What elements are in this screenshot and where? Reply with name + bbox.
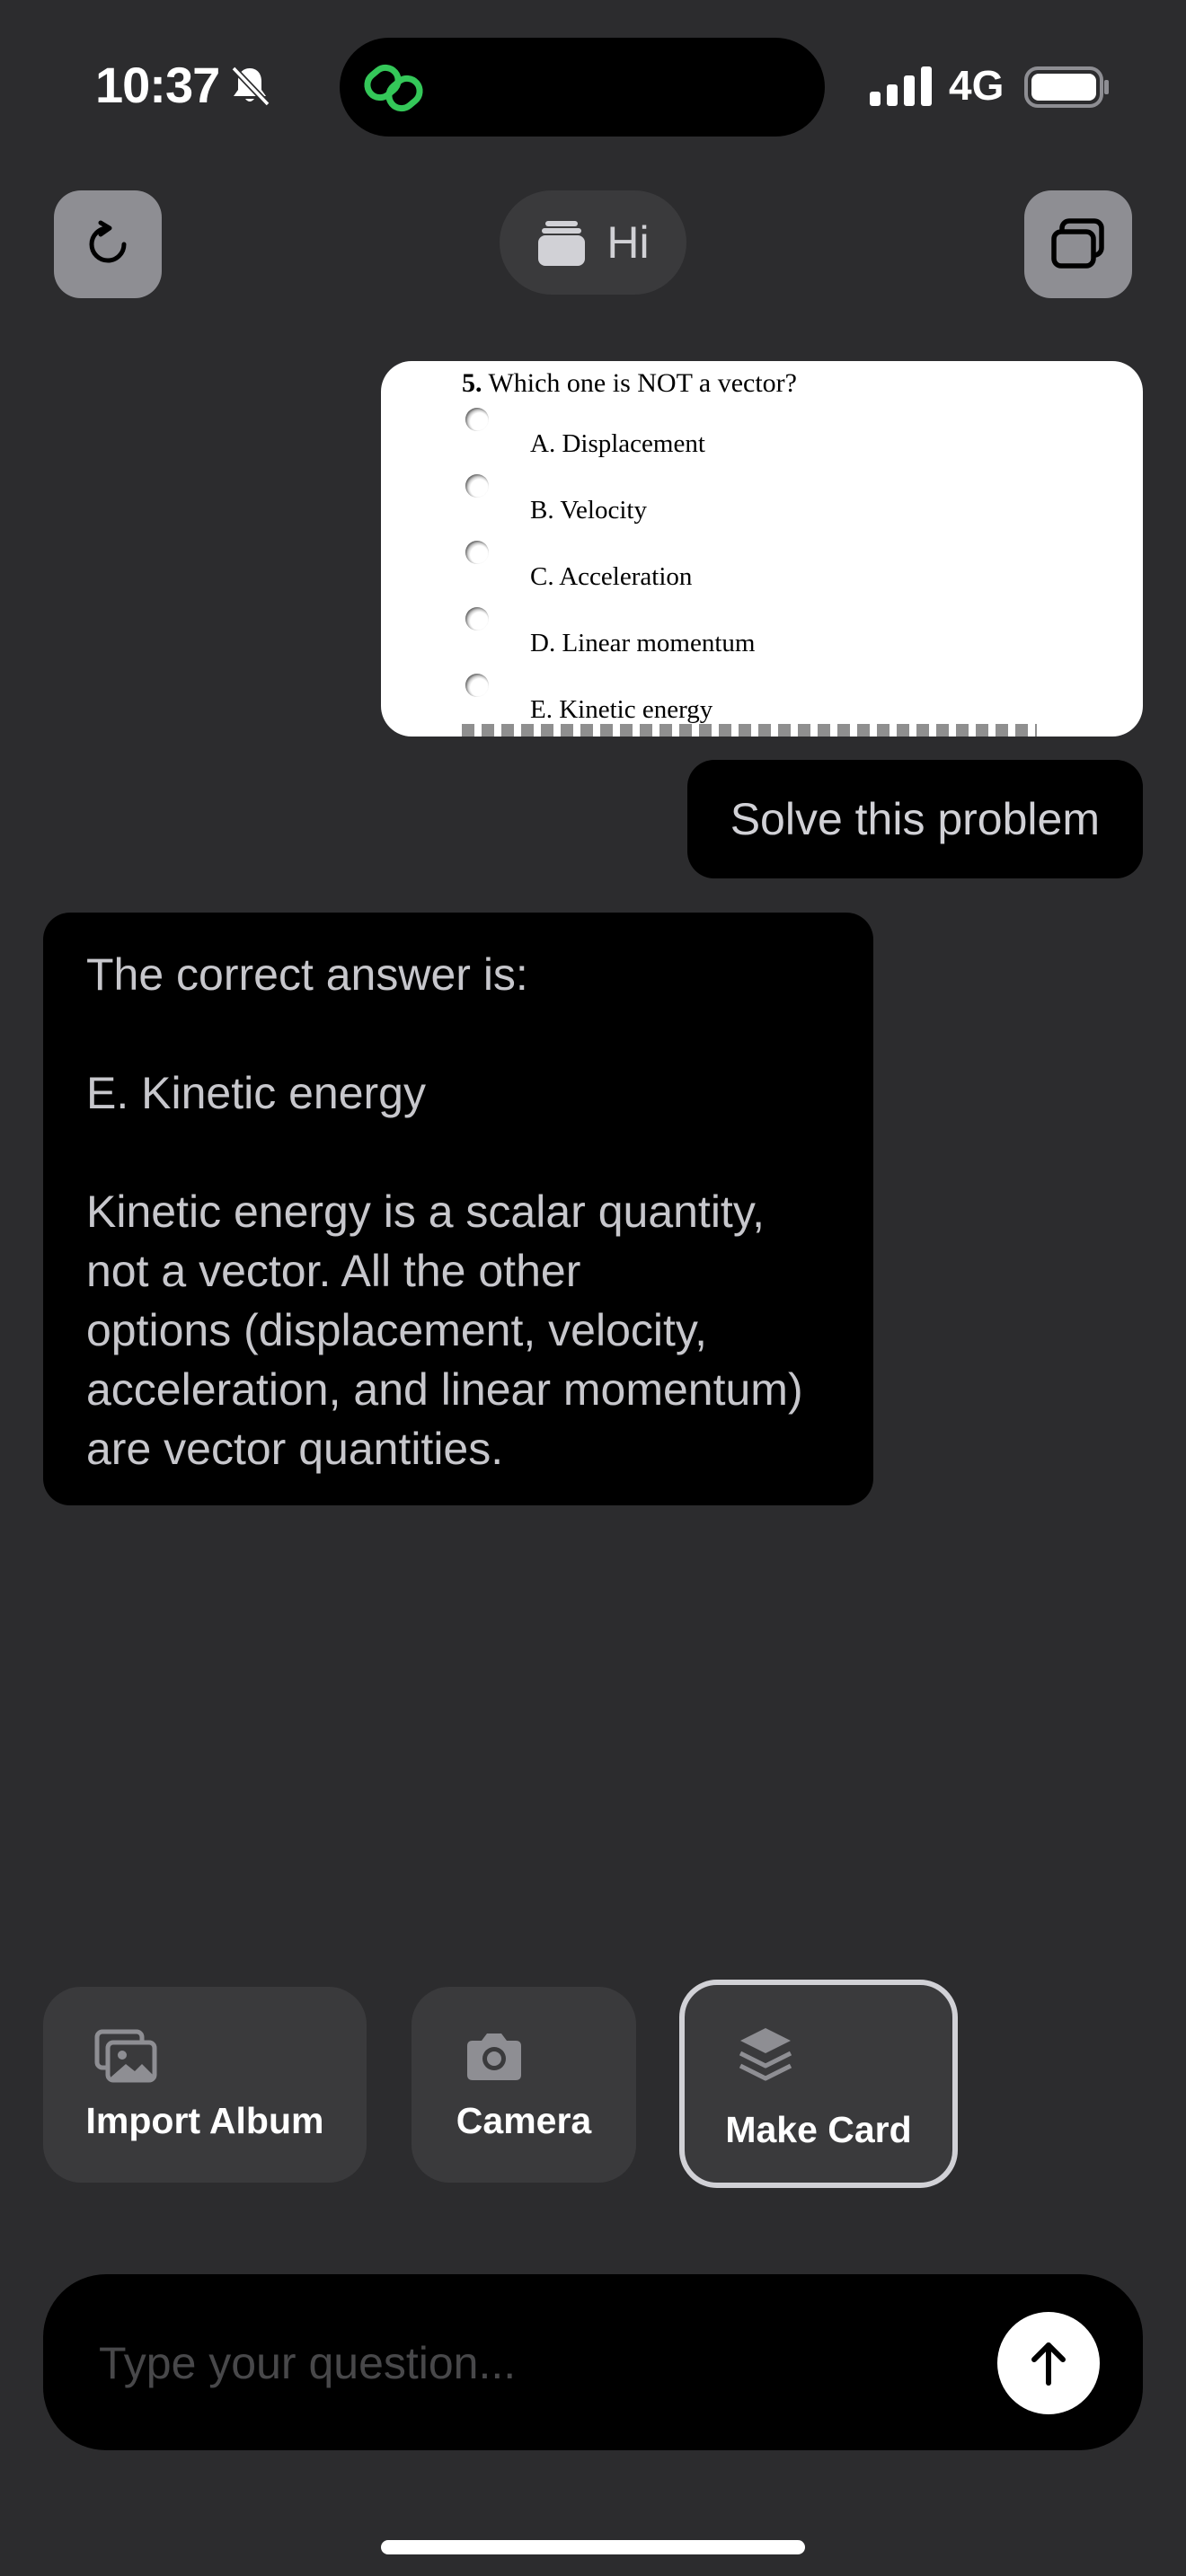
windows-icon <box>1049 216 1107 273</box>
option-radio-c <box>465 541 489 564</box>
refresh-icon <box>83 219 133 269</box>
answer-line: not a vector. All the other <box>86 1246 581 1296</box>
answer-choice: E. Kinetic energy <box>86 1068 426 1118</box>
option-b: B. Velocity <box>530 496 647 525</box>
option-a: A. Displacement <box>530 429 705 458</box>
option-radio-b <box>465 474 489 498</box>
chat-title-pill[interactable] <box>500 190 686 295</box>
make-card-label: Make Card <box>725 2109 912 2150</box>
answer-line: acceleration, and linear momentum) <box>86 1364 803 1415</box>
refresh-button[interactable] <box>54 190 162 298</box>
camera-icon <box>462 2025 527 2089</box>
camera-button[interactable] <box>412 1987 636 2183</box>
network-type: 4G <box>949 62 1005 109</box>
user-message-bubble: Solve this problem <box>687 760 1143 878</box>
option-radio-a <box>465 408 489 431</box>
import-album-label: Import Album <box>85 2100 324 2141</box>
chat-title: Hi <box>606 217 650 268</box>
status-time: 10:37 <box>95 57 220 113</box>
answer-intro: The correct answer is: <box>86 949 528 1000</box>
option-d: D. Linear momentum <box>530 629 756 657</box>
signal-icon <box>870 65 934 108</box>
question-text <box>462 368 797 399</box>
battery-icon <box>1024 66 1111 108</box>
input-bar <box>43 2274 1143 2450</box>
answer-line: are vector quantities. <box>86 1424 504 1474</box>
question-prompt: Which one is NOT a vector? <box>488 368 797 398</box>
answer-line: Kinetic energy is a scalar quantity, <box>86 1187 766 1237</box>
home-indicator[interactable] <box>381 2540 805 2554</box>
import-album-button[interactable] <box>43 1987 367 2183</box>
option-c: C. Acceleration <box>530 562 693 591</box>
link-icon <box>361 56 426 120</box>
answer-line: options (displacement, velocity, <box>86 1305 708 1355</box>
question-number: 5. <box>462 368 482 398</box>
stack-icon <box>536 217 587 268</box>
option-radio-e <box>465 674 489 697</box>
windows-button[interactable] <box>1024 190 1132 298</box>
make-card-button[interactable] <box>679 1980 958 2188</box>
camera-label: Camera <box>456 2100 592 2141</box>
cropped-text-edge <box>462 724 1037 737</box>
layers-icon <box>733 2023 798 2087</box>
assistant-message-bubble <box>43 913 873 1505</box>
question-input[interactable] <box>97 2326 927 2400</box>
question-image[interactable] <box>381 361 1143 737</box>
option-e: E. Kinetic energy <box>530 695 713 724</box>
option-radio-d <box>465 607 489 631</box>
bell-slash-icon <box>226 63 273 110</box>
arrow-up-icon <box>1023 2338 1074 2388</box>
send-button[interactable] <box>997 2312 1100 2414</box>
photo-album-icon <box>93 2025 158 2089</box>
